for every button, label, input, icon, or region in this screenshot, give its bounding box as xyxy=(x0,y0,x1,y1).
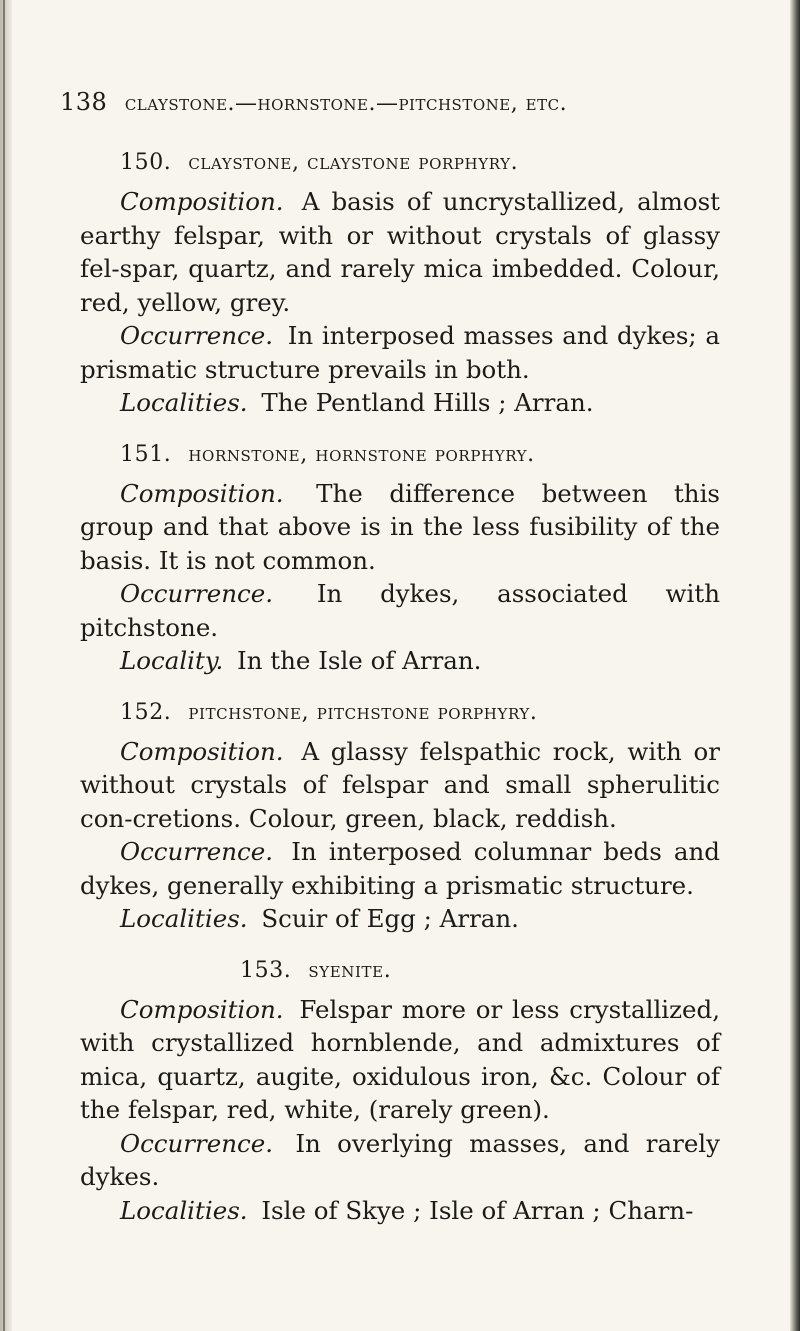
section-number: 151. xyxy=(120,441,172,467)
entry-text: A basis of uncrystallized, almost earthy felspar, with or without crystals of glassy fel-spar, quartz, and rarely mica imbedded. Colour, red, yellow, grey. xyxy=(80,187,720,317)
book-page xyxy=(60,88,720,1249)
entry-label: Composition. xyxy=(120,994,284,1024)
entry-text: Scuir of Egg ; Arran. xyxy=(261,904,519,933)
entry-text: In overlying masses, and rarely dykes. xyxy=(80,1128,720,1191)
page-number: 138 xyxy=(60,88,108,116)
localities-paragraph xyxy=(80,386,720,420)
section-number: 153. xyxy=(240,957,292,983)
composition-paragraph xyxy=(80,993,720,1127)
occurrence-paragraph xyxy=(80,319,720,386)
occurrence-paragraph xyxy=(80,577,720,644)
entry-text: The Pentland Hills ; Arran. xyxy=(261,388,594,417)
entry-label: Occurrence. xyxy=(120,837,274,866)
section-number: 152. xyxy=(120,699,172,725)
section-150 xyxy=(80,150,720,420)
entry-text: In interposed columnar beds and dykes, generally exhibiting a prismatic structure. xyxy=(80,837,720,900)
entry-label: Localities. xyxy=(120,388,248,417)
entry-label: Occurrence. xyxy=(120,1128,274,1158)
section-heading xyxy=(120,150,720,175)
entry-label: Composition. xyxy=(120,736,284,766)
entry-text: In the Isle of Arran. xyxy=(237,646,482,675)
page-binding-shadow xyxy=(0,0,12,1331)
entry-label: Locality. xyxy=(120,646,224,675)
section-heading xyxy=(120,700,720,725)
entry-text: Isle of Skye ; Isle of Arran ; Charn- xyxy=(261,1195,694,1225)
composition-paragraph xyxy=(80,477,720,578)
section-heading xyxy=(240,958,720,983)
section-heading xyxy=(120,442,720,467)
section-title: claystone, claystone porphyry. xyxy=(188,150,519,175)
entry-text: In interposed masses and dykes; a prismatic structure prevails in both. xyxy=(80,321,720,384)
composition-paragraph xyxy=(80,185,720,319)
section-152 xyxy=(80,700,720,936)
locality-paragraph xyxy=(80,644,720,678)
entry-text: A glassy felspathic rock, with or without crystals of felspar and small spherulitic con-cretions. Colour, green, black, reddish. xyxy=(80,736,720,833)
page-right-edge xyxy=(790,0,800,1331)
section-title: syenite. xyxy=(308,957,392,983)
entry-label: Occurrence. xyxy=(120,579,274,608)
entry-label: Localities. xyxy=(120,1195,248,1225)
localities-paragraph xyxy=(80,902,720,936)
running-head-title: claystone.—hornstone.—pitchstone, etc. xyxy=(124,91,568,116)
composition-paragraph xyxy=(80,735,720,836)
entry-label: Localities. xyxy=(120,904,248,933)
localities-paragraph xyxy=(80,1194,720,1228)
entry-text: In dykes, associated with pitchstone. xyxy=(80,579,720,642)
running-head xyxy=(60,88,720,116)
entry-text: The difference between this group and that above is in the less fusibility of the basis. It is not common. xyxy=(80,478,720,575)
entry-label: Composition. xyxy=(120,187,284,216)
entry-text: Felspar more or less crystallized, with crystallized hornblende, and admixtures of mica, quartz, augite, oxidulous iron, &c. Colour of the felspar, red, white, (rarely green). xyxy=(80,994,720,1124)
section-number: 150. xyxy=(120,150,172,175)
occurrence-paragraph xyxy=(80,835,720,902)
entry-label: Occurrence. xyxy=(120,321,274,350)
page-binding-edge xyxy=(3,0,5,1331)
section-151 xyxy=(80,442,720,678)
section-153 xyxy=(80,958,720,1228)
occurrence-paragraph xyxy=(80,1127,720,1194)
entry-label: Composition. xyxy=(120,478,284,508)
section-title: hornstone, hornstone porphyry. xyxy=(188,441,535,467)
section-title: pitchstone, pitchstone porphyry. xyxy=(188,699,538,725)
